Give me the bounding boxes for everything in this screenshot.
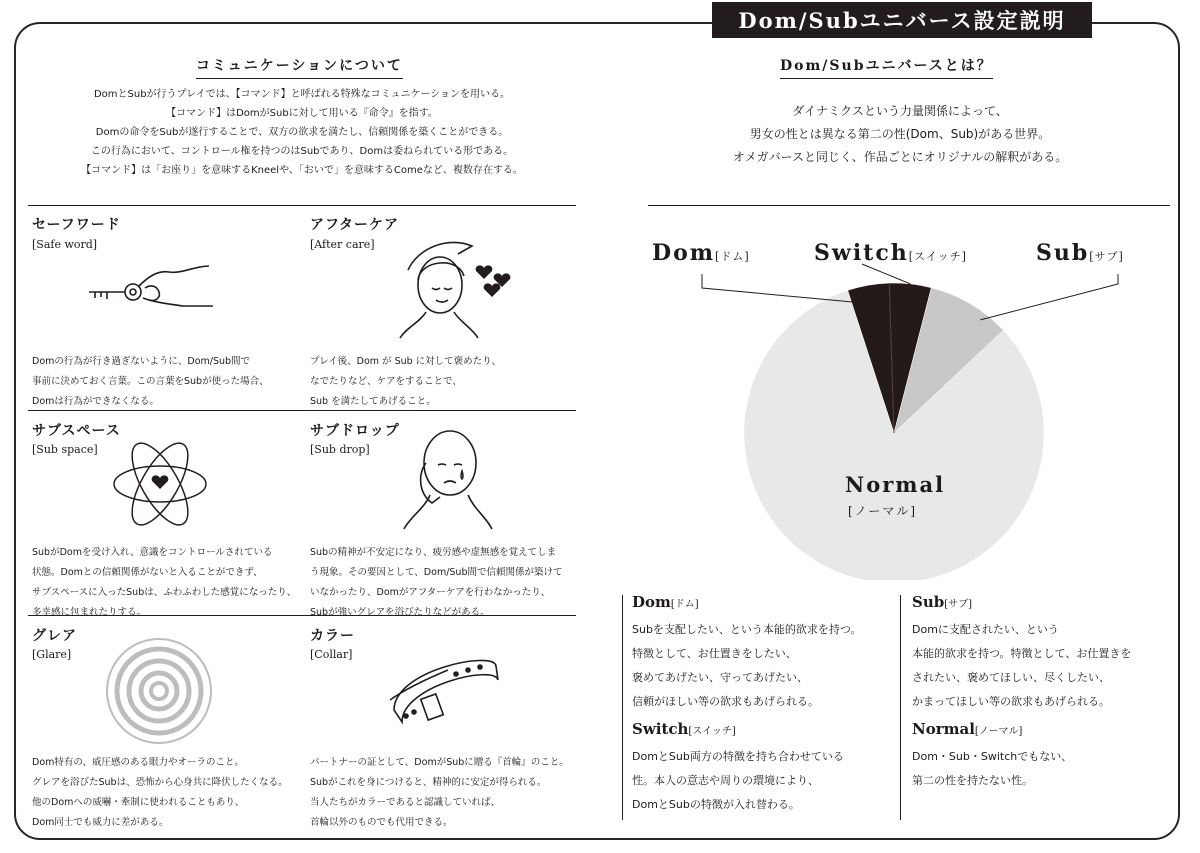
intro-line: 【コマンド】はDomがSubに対して用いる『命令』を指す。: [166, 108, 438, 119]
legend-title-sub: [912, 593, 972, 611]
legend-title-switch: [632, 720, 736, 738]
desc-line: Dom・Sub・Switchでもない、: [912, 750, 1073, 763]
leader-line-switch: [862, 264, 910, 284]
leader-line-sub: [980, 274, 1118, 320]
desc-line: Subの精神が不安定になり、疲労感や虚無感を覚えてしま: [310, 547, 557, 558]
term-description: [310, 753, 569, 833]
slice-name: Switch: [814, 240, 909, 266]
desc-line: Sub を満たしてあげること。: [310, 396, 436, 407]
term-description: [32, 352, 269, 412]
legend-name: Normal: [912, 720, 975, 738]
desc-line: Subを支配したい、という本能的欲求を持つ。: [632, 623, 862, 636]
legend-name: Switch: [632, 720, 689, 738]
term-title-safe-word: セーフワード: [32, 217, 121, 233]
term-subtitle: [Safe word]: [32, 238, 98, 251]
page-title: Dom/Subユニバース設定説明: [712, 2, 1092, 38]
desc-line: パートナーの証として、DomがSubに贈る『首輪』のこと。: [310, 757, 569, 768]
universe-intro: [660, 100, 1140, 169]
intro-line: オメガバースと同じく、作品ごとにオリジナルの解釈がある。: [732, 150, 1068, 164]
desc-line: Dom特有の、威圧感のある眼力やオーラのこと。: [32, 757, 245, 768]
intro-line: ダイナミクスという力量関係によって、: [792, 104, 1008, 118]
legend-kana: [サブ]: [944, 599, 973, 610]
legend-description-dom: [632, 618, 862, 714]
slice-kana: [スイッチ]: [908, 250, 967, 263]
desc-line: Domの行為が行き過ぎないように、Dom/Sub間で: [32, 356, 251, 367]
pie-chart: [640, 260, 1170, 580]
desc-line: グレアを浴びたSubは、恐怖から心身共に降伏したくなる。: [32, 777, 288, 788]
desc-line: DomとSubの特徴が入れ替わる。: [632, 798, 800, 811]
term-subtitle: [Sub space]: [32, 443, 98, 456]
head-pat-icon: [398, 230, 518, 340]
term-title-collar: カラー: [310, 628, 355, 644]
term-subtitle: [After care]: [310, 238, 375, 251]
slice-name: Sub: [1036, 240, 1090, 266]
slice-name: Dom: [652, 240, 716, 266]
term-subtitle: [Collar]: [310, 648, 353, 661]
legend-kana: [スイッチ]: [688, 726, 736, 737]
term-title-after-care: アフターケア: [310, 217, 400, 233]
desc-line: 本能的欲求を持つ。特徴として、お仕置きを: [912, 647, 1132, 660]
desc-line: Subが強いグレアを浴びたりなどがある。: [310, 607, 490, 618]
legend-name: Dom: [632, 593, 671, 611]
pie-label-normal: Normal: [845, 472, 946, 497]
communication-intro: [44, 85, 560, 180]
desc-line: プレイ後、Dom が Sub に対して褒めたり、: [310, 356, 502, 367]
key-in-hand-icon: [85, 258, 225, 318]
desc-line: 多幸感に包まれたりする。: [32, 607, 147, 618]
desc-line: 首輪以外のものでも代用できる。: [310, 817, 453, 828]
legend-description-normal: [912, 745, 1072, 793]
term-subtitle: [Sub drop]: [310, 443, 370, 456]
desc-line: う現象。その要因として、Dom/Sub間で信頼関係が築けて: [310, 567, 563, 578]
desc-line: 事前に決めておく言葉。この言葉をSubが使った場合、: [32, 376, 269, 387]
desc-line: なでたりなど、ケアをすることで、: [310, 376, 462, 387]
legend-divider: [622, 595, 623, 820]
term-description: [32, 753, 288, 833]
desc-line: かまってほしい等の欲求もあげられる。: [912, 695, 1110, 708]
orbit-heart-icon: [110, 434, 210, 534]
intro-line: 【コマンド】は「お座り」を意味するKneelや、「おいで」を意味するComeなど、複数存在する。: [81, 165, 523, 176]
desc-line: Dom同士でも威力に差がある。: [32, 817, 169, 828]
universe-section-title: Dom/Subユニバースとは？: [780, 55, 993, 79]
intro-line: DomとSubが行うプレイでは、【コマンド】と呼ばれる特殊なコミュニケーションを用いる。: [93, 89, 511, 100]
term-description: [32, 543, 296, 623]
desc-line: 褒めてあげたい、守ってあげたい、: [632, 671, 808, 684]
desc-line: Domに支配されたい、という: [912, 623, 1059, 636]
crying-face-icon: [400, 425, 500, 535]
term-description: [310, 543, 562, 623]
term-title-glare: グレア: [32, 628, 77, 644]
desc-line: サブスペースに入ったSubは、ふわふわした感覚になったり、: [32, 587, 297, 598]
legend-description-switch: [632, 745, 844, 817]
desc-line: 他のDomへの威嚇・牽制に使われることもあり、: [32, 797, 245, 808]
desc-line: 特徴として、お仕置きをしたい、: [632, 647, 797, 660]
intro-line: 男女の性とは異なる第二の性(Dom、Sub)がある世界。: [749, 127, 1051, 141]
legend-title-dom: [632, 593, 699, 611]
desc-line: 第二の性を持たない性。: [912, 774, 1033, 787]
desc-line: SubがDomを受け入れ、意識をコントロールされている: [32, 547, 273, 558]
pie-label-normal-kana: [ノーマル]: [848, 504, 918, 518]
intro-line: Domの命令をSubが遂行することで、双方の欲求を満たし、信頼関係を築くことができる。: [95, 127, 509, 138]
collar-icon: [384, 640, 504, 730]
slice-kana: [サブ]: [1089, 250, 1124, 263]
desc-line: 当人たちがカラーであると認識していれば、: [310, 797, 501, 808]
desc-line: Subがこれを身につけると、精神的に安定が得られる。: [310, 777, 547, 788]
glare-rings-icon: [104, 636, 214, 746]
term-description: [310, 352, 501, 412]
legend-name: Sub: [912, 593, 945, 611]
communication-section-title: コミュニケーションについて: [196, 55, 403, 79]
term-title-sub-space: サブスペース: [32, 423, 121, 439]
divider: [648, 205, 1170, 206]
term-subtitle: [Glare]: [32, 648, 72, 661]
desc-line: 信頼がほしい等の欲求もあげられる。: [632, 695, 819, 708]
legend-kana: [ドム]: [670, 599, 699, 610]
desc-line: DomとSub両方の特徴を持ち合わせている: [632, 750, 844, 763]
slice-kana: [ドム]: [715, 250, 750, 263]
desc-line: いなかったり、Domがアフターケアを行わなかったり、: [310, 587, 551, 598]
desc-line: されたい、褒めてほしい、尽くしたい、: [912, 671, 1110, 684]
legend-divider: [900, 595, 901, 820]
legend-kana: [ノーマル]: [974, 726, 1023, 737]
legend-description-sub: [912, 618, 1131, 714]
desc-line: 状態。Domとの信頼関係がないと入ることができず、: [32, 567, 263, 578]
term-title-sub-drop: サブドロップ: [310, 423, 400, 439]
legend-title-normal: [912, 720, 1022, 738]
desc-line: 性。本人の意志や周りの環境により、: [632, 774, 819, 787]
divider: [28, 205, 576, 206]
desc-line: Domは行為ができなくなる。: [32, 396, 159, 407]
intro-line: この行為において、コントロール権を持つのはSubであり、Domは委ねられている形である。: [90, 146, 514, 157]
